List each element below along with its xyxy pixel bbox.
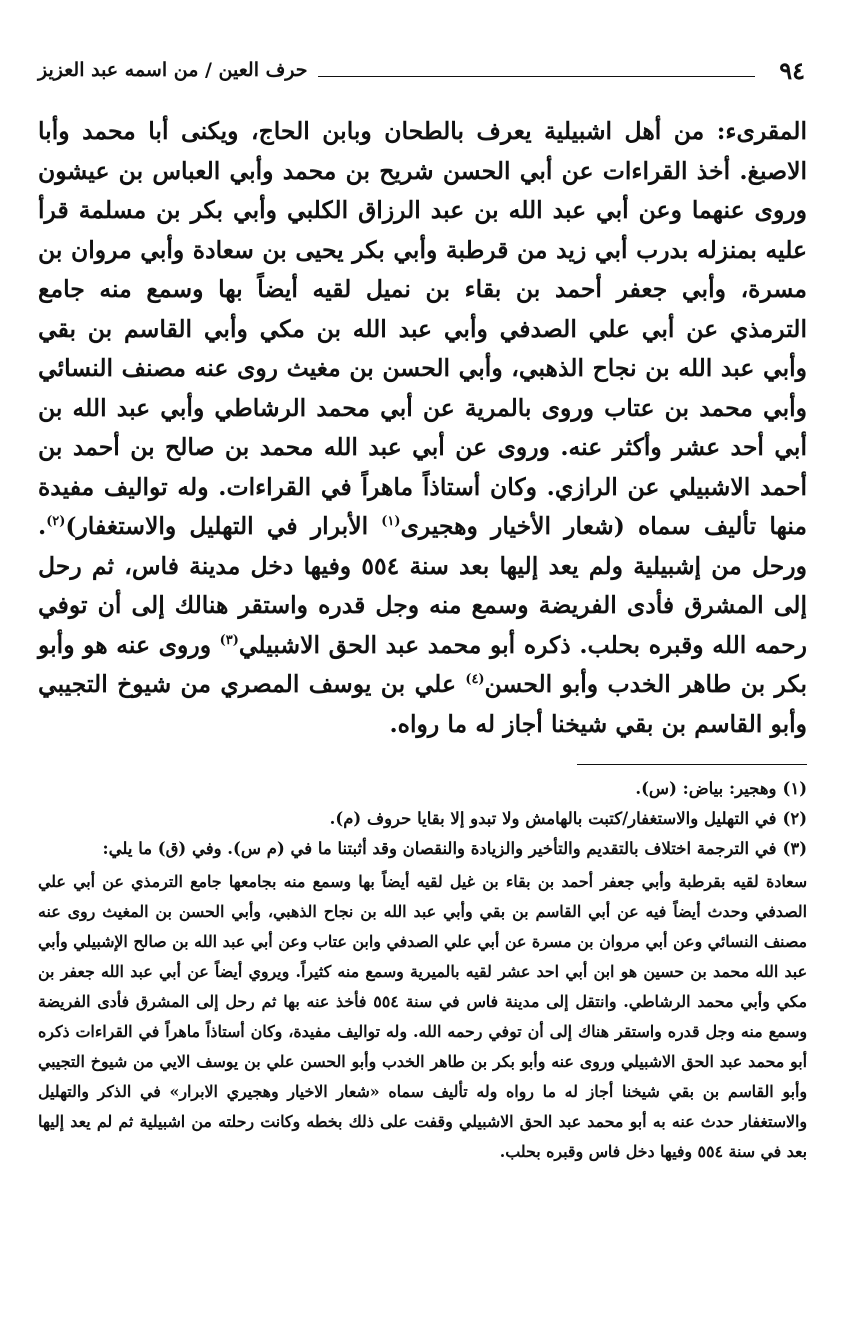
footnote-text: في الترجمة اختلاف بالتقديم والتأخير والزيادة والنقصان وقد أثبتنا ما في (م س). وفي (ق) ما يلي: [102,839,777,858]
footnote-2 [38,806,807,831]
footnotes [38,776,807,1172]
body-text-part-2: الأبرار في التهليل والاستغفار) [65,512,369,540]
footnote-number: (٢) [782,809,807,828]
body-text-part-5: علي بن يوسف المصري من شيوخ التجيبي وأبو القاسم بن بقي شيخنا أجاز له ما رواه. [38,670,807,738]
footnote-ref-4: (٤) [465,672,485,688]
footnote-separator [577,764,807,765]
footnote-1 [38,776,807,801]
footnote-3 [38,836,807,1167]
footnote-ref-3: (٣) [219,632,239,648]
page-number: ٩٤ [779,55,805,85]
running-header [38,50,805,90]
footnote-number: (١) [782,779,807,798]
footnote-ref-1: (١) [381,514,401,530]
body-text-part-4: وروى عنه هو وأبو بكر بن طاهر الخدب وأبو الحسن [38,630,807,698]
header-rule [318,76,756,77]
footnote-ref-2: (٢) [46,514,66,530]
footnote-number: (٣) [782,839,807,858]
main-text [38,112,807,744]
body-paragraph [38,112,807,744]
footnote-text: وهجير: بياض: (س). [635,779,777,798]
running-title: حرف العين / من اسمه عبد العزيز [38,59,308,81]
body-text-part-3: . ورحل من إشبيلية ولم يعد إليها بعد سنة ٥٥٤ وفيها دخل مدينة فاس، ثم رحل إلى المشرق فأدى الفريضة وسمع منه وجل قدره واستقر هنالك إلى أن توفي رحمه الله وقبره بحلب. ذكره أبو محمد عبد الحق الاشبيلي [38,512,807,659]
footnote-text: في التهليل والاستغفار/كتبت بالهامش ولا تبدو إلا بقايا حروف (م). [329,809,777,828]
body-text-part-1: المقرىء: من أهل اشبيلية يعرف بالطحان وبابن الحاج، ويكنى أبا محمد وأبا الاصبغ. أخذ القراءات عن أبي الحسن شريح بن محمد وأبي العباس بن عيشون وروى عنهما وعن أبي عبد الله بن عبد الرزاق الكلبي وأبي بكر بن مسلمة قرأ عليه بمنزله بدرب أبي زيد من قرطبة وأبي بكر يحيى بن سعادة وأبي مروان بن مسرة، وأبي جعفر أحمد بن بقاء بن نميل لقيه أيضاً بها وسمع منه جامع الترمذي عن أبي علي الصدفي وأبي عبد الله بن مكي وأبي القاسم بن بقي وأبي عبد الله بن نجاح الذهبي، وأبي الحسن بن مغيث روى عنه مصنف النسائي وأبي محمد بن عتاب وروى بالمرية عن أبي محمد الرشاطي وأبي عبد الله بن أبي أحد عشر وأكثر عنه. وروى عن أبي عبد الله محمد بن صالح بن أحمد بن أحمد الاشبيلي عن الرازي. وكان أستاذاً ماهراً في القراءات. وله تواليف مفيدة منها تأليف سماه (شعار الأخيار وهجيرى [38,117,807,540]
footnote-3-continuation: سعادة لقيه بقرطبة وأبي جعفر أحمد بن بقاء بن غيل لقيه أيضاً بها وسمع منه بجامعها جامع الترمذي عن أبي علي الصدفي وحدث أيضاً فيه عن أبي القاسم بن بقي وأبي عبد الله بن نجاح الذهبي، وأبي الحسن بن المغيث روى عنه مصنف النسائي وعن أبي مروان بن مسرة عن أبي علي الصدفي وابن عتاب وعن أبي عبد الله بن صالح الإشبيلي وأبي عبد الله محمد بن حسين هو ابن أبي احد عشر لقيه بالميرية وسمع منه كثيراً. ويروي أيضاً عن أبي عبد الله جعفر بن مكي وأبي محمد الرشاطي. وانتقل إلى مدينة فاس في سنة ٥٥٤ فأخذ عنه بها ثم رحل إلى المشرق فأدى الفريضة وسمع منه وجل قدره واستقر هناك إلى أن توفي رحمه الله. وله تواليف مفيدة، وكان أستاذاً ماهراً في القراءات ذكره أبو محمد عبد الحق الاشبيلي وروى عنه وأبو بكر بن طاهر الخدب وأبو الحسن علي بن يوسف الايي من شيوخ التجيبي وأبو القاسم بن بقي شيخنا أجاز له ما رواه وله تأليف سماه «شعار الاخيار وهجيري الابرار» في الذكر والتهليل والاستغفار حدث عنه به أبو محمد عبد الحق الاشبيلي وقفت على ذلك بخطه وكانت رحلته من اشبيلية ثم لم يعد إليها بعد في سنة ٥٥٤ وفيها دخل فاس وقبره بحلب. [38,872,807,1161]
